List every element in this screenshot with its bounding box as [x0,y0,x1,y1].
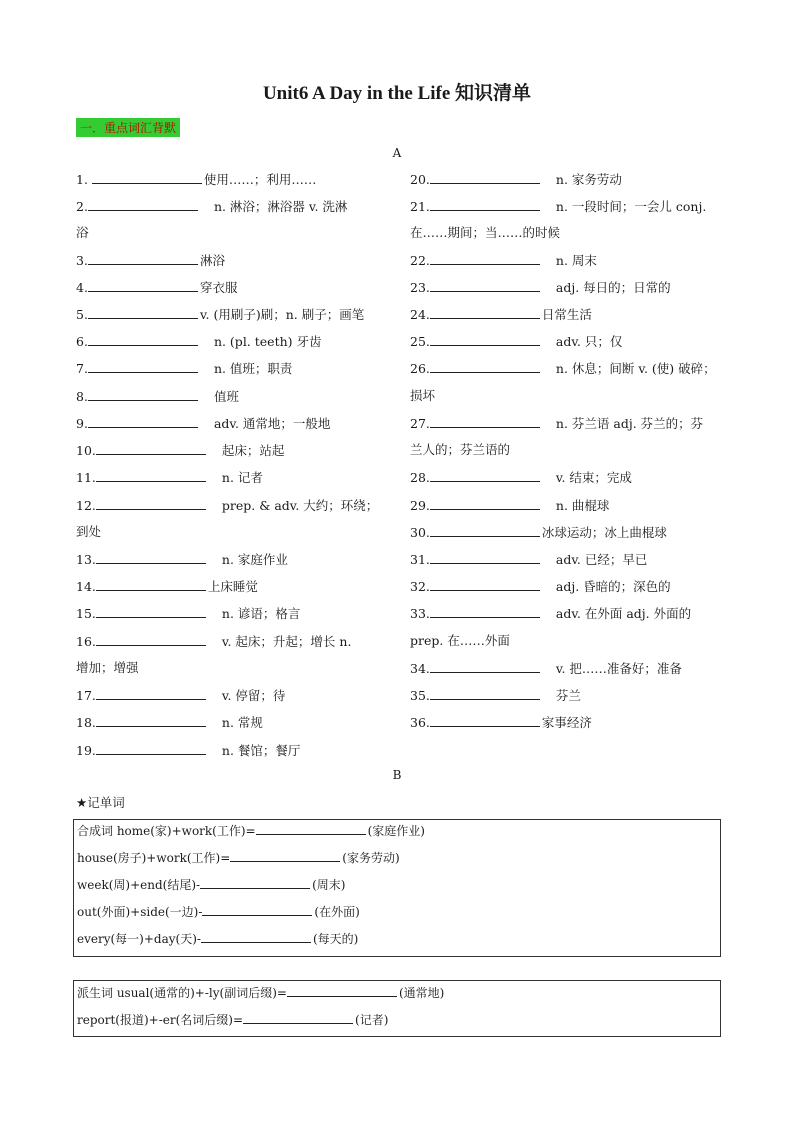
answer-blank[interactable] [430,469,540,482]
page-title: Unit6 A Day in the Life 知识清单 [262,83,532,104]
vocab-item-4 [76,279,237,296]
item-number: 22. [410,253,430,268]
item-definition: n. 芬兰语 adj. 芬兰的；芬 [555,416,704,431]
vocab-item-2-cont: 浴 [76,225,89,240]
answer-blank[interactable] [88,279,198,292]
answer-blank[interactable] [96,551,206,564]
vocab-item-27-cont: 兰人的；芬兰语的 [410,442,511,457]
item-number: 14. [76,579,96,594]
item-definition: v. 把……准备好；准备 [555,661,682,676]
answer-blank[interactable] [430,687,540,700]
answer-blank[interactable] [430,415,540,428]
vocab-item-28 [410,469,632,486]
answer-blank[interactable] [201,930,311,943]
answer-blank[interactable] [96,605,206,618]
vocab-item-1 [76,171,316,188]
vocab-item-34 [410,660,682,677]
item-number: 7. [76,361,88,376]
part-a-label: A [392,146,402,160]
answer-blank[interactable] [243,1011,353,1024]
answer-blank[interactable] [430,360,540,373]
vocab-item-29 [410,497,609,514]
formula-text: every(每一)+day(天)- [77,932,201,946]
vocab-item-16 [76,633,351,650]
answer-blank[interactable] [430,171,540,184]
memorize-words-heading: ★记单词 [76,795,125,810]
answer-blank[interactable] [430,714,540,727]
answer-blank[interactable] [88,306,198,319]
formula-text: out(外面)+side(一边)- [77,905,203,919]
compound-row [77,822,425,839]
answer-blank[interactable] [430,524,540,537]
item-number: 11. [76,470,96,485]
item-number: 30. [410,525,430,540]
item-definition: n. 休息；间断 v. (使) 破碎； [555,361,716,376]
item-definition: adv. 只；仅 [555,334,623,349]
item-definition: 淋浴 [199,253,225,268]
answer-blank[interactable] [430,306,540,319]
item-definition: adv. 已经；早已 [555,552,648,567]
item-definition: n. 记者 [221,470,263,485]
item-definition: 穿衣服 [199,280,238,295]
derived-row [77,984,444,1001]
meaning-text: (在外面) [314,905,360,919]
meaning-text: (周末) [312,878,346,892]
vocab-item-26-cont: 损坏 [410,388,436,403]
item-definition: 日常生活 [541,307,592,322]
item-number: 8. [76,389,88,404]
answer-blank[interactable] [430,605,540,618]
formula-text: week(周)+end(结尾)- [77,878,201,892]
item-number: 36. [410,715,430,730]
item-definition: adj. 昏暗的；深色的 [555,579,671,594]
item-definition: v. 结束；完成 [555,470,632,485]
vocab-item-30 [410,524,667,541]
answer-blank[interactable] [202,903,312,916]
item-number: 35. [410,688,430,703]
item-definition: n. 淋浴；淋浴器 v. 洗淋 [213,199,348,214]
vocab-item-12-cont: 到处 [76,524,102,539]
answer-blank[interactable] [430,279,540,292]
item-number: 2. [76,199,88,214]
vocab-item-3 [76,252,225,269]
item-number: 3. [76,253,88,268]
vocab-item-24 [410,306,592,323]
vocab-item-9 [76,415,330,432]
item-number: 12. [76,498,96,513]
item-definition: n. 家务劳动 [555,172,622,187]
compound-words-box [73,819,721,957]
answer-blank[interactable] [96,687,206,700]
vocab-item-10 [76,442,284,459]
item-number: 31. [410,552,430,567]
answer-blank[interactable] [96,497,206,510]
item-number: 16. [76,634,96,649]
item-definition: n. 周末 [555,253,597,268]
item-definition: adv. 通常地；一般地 [213,416,331,431]
answer-blank[interactable] [96,714,206,727]
answer-blank[interactable] [256,822,366,835]
meaning-text: (记者) [355,1013,389,1027]
vocab-item-20 [410,171,622,188]
item-definition: 冰球运动；冰上曲棍球 [541,525,667,540]
item-definition: 家事经济 [541,715,592,730]
vocab-item-13 [76,551,288,568]
item-number: 27. [410,416,430,431]
answer-blank[interactable] [92,171,202,184]
answer-blank[interactable] [96,742,206,755]
meaning-text: (通常地) [398,986,445,1000]
vocab-item-11 [76,469,263,486]
item-number: 26. [410,361,430,376]
vocab-item-17 [76,687,285,704]
vocab-item-35 [410,687,581,704]
item-number: 25. [410,334,430,349]
item-number: 19. [76,743,96,758]
answer-blank[interactable] [88,415,198,428]
vocab-item-6 [76,333,322,350]
answer-blank[interactable] [200,876,310,889]
vocab-item-26 [410,360,716,377]
item-definition: n. 餐馆；餐厅 [221,743,301,758]
answer-blank[interactable] [430,198,540,211]
formula-text: 派生词 usual(通常的)+-ly(副词后缀)= [77,986,287,1000]
answer-blank[interactable] [430,333,540,346]
vocab-item-33-cont: prep. 在……外面 [410,633,510,648]
meaning-text: (家庭作业) [367,824,425,838]
item-definition: n. 一段时间；一会儿 conj. [555,199,707,214]
item-definition: 使用……；利用…… [203,172,317,187]
vocab-item-18 [76,714,263,731]
vocab-item-14 [76,578,258,595]
item-number: 18. [76,715,96,730]
item-definition: adj. 每日的；日常的 [555,280,671,295]
compound-row [77,903,360,920]
vocab-item-8 [76,388,239,405]
item-number: 32. [410,579,430,594]
answer-blank[interactable] [430,660,540,673]
part-b-label: B [392,768,402,782]
vocab-item-19 [76,742,300,759]
item-definition: adv. 在外面 adj. 外面的 [555,606,692,621]
answer-blank[interactable] [88,333,198,346]
vocab-item-12 [76,497,378,514]
vocab-item-31 [410,551,647,568]
item-number: 13. [76,552,96,567]
item-definition: n. 曲棍球 [555,498,610,513]
answer-blank[interactable] [230,849,340,862]
item-number: 15. [76,606,96,621]
item-number: 6. [76,334,88,349]
item-definition: 芬兰 [555,688,581,703]
derived-words-box [73,980,721,1037]
answer-blank[interactable] [88,360,198,373]
vocab-item-7 [76,360,292,377]
item-number: 17. [76,688,96,703]
item-number: 33. [410,606,430,621]
vocab-item-15 [76,605,300,622]
vocab-item-2 [76,198,347,215]
item-definition: 起床；站起 [221,443,285,458]
item-definition: n. (pl. teeth) 牙齿 [213,334,322,349]
item-number: 29. [410,498,430,513]
item-definition: n. 常规 [221,715,263,730]
vocab-item-21-cont: 在……期间；当……的时候 [410,225,561,240]
item-number: 21. [410,199,430,214]
vocab-item-33 [410,605,691,622]
answer-blank[interactable] [96,578,206,591]
vocab-item-27 [410,415,703,432]
answer-blank[interactable] [96,633,206,646]
formula-text: 合成词 home(家)+work(工作)= [77,824,256,838]
item-definition: n. 值班；职责 [213,361,293,376]
item-number: 9. [76,416,88,431]
vocab-item-21 [410,198,706,215]
item-definition: prep. & adv. 大约；环绕； [221,498,379,513]
item-definition: n. 谚语；格言 [221,606,301,621]
item-number: 4. [76,280,88,295]
vocab-item-23 [410,279,671,296]
vocab-item-16-cont: 增加；增强 [76,660,139,675]
answer-blank[interactable] [96,442,206,455]
item-definition: 上床睡觉 [207,579,258,594]
compound-row [77,849,400,866]
answer-blank[interactable] [88,388,198,401]
compound-row [77,930,358,947]
vocab-item-25 [410,333,622,350]
item-number: 23. [410,280,430,295]
item-number: 5. [76,307,88,322]
item-definition: v. 起床；升起；增长 n. [221,634,352,649]
formula-text: report(报道)+-er(名词后缀)= [77,1013,244,1027]
vocab-item-22 [410,252,597,269]
item-number: 28. [410,470,430,485]
formula-text: house(房子)+work(工作)= [77,851,231,865]
answer-blank[interactable] [287,984,397,997]
answer-blank[interactable] [88,198,198,211]
item-number: 20. [410,172,430,187]
derived-row [77,1011,388,1028]
item-definition: v. 停留；待 [221,688,286,703]
item-definition: n. 家庭作业 [221,552,288,567]
answer-blank[interactable] [430,497,540,510]
answer-blank[interactable] [88,252,198,265]
vocab-item-32 [410,578,671,595]
vocab-item-36 [410,714,592,731]
item-definition: v. (用刷子)刷；n. 刷子；画笔 [199,307,365,322]
item-number: 1. [76,172,88,187]
section-heading: 一．重点词汇背默 [76,118,180,137]
meaning-text: (家务劳动) [342,851,400,865]
answer-blank[interactable] [430,551,540,564]
compound-row [77,876,345,893]
meaning-text: (每天的) [312,932,359,946]
item-definition: 值班 [213,389,239,404]
answer-blank[interactable] [430,578,540,591]
item-number: 10. [76,443,96,458]
item-number: 34. [410,661,430,676]
vocab-item-5 [76,306,364,323]
item-number: 24. [410,307,430,322]
answer-blank[interactable] [430,252,540,265]
answer-blank[interactable] [96,469,206,482]
